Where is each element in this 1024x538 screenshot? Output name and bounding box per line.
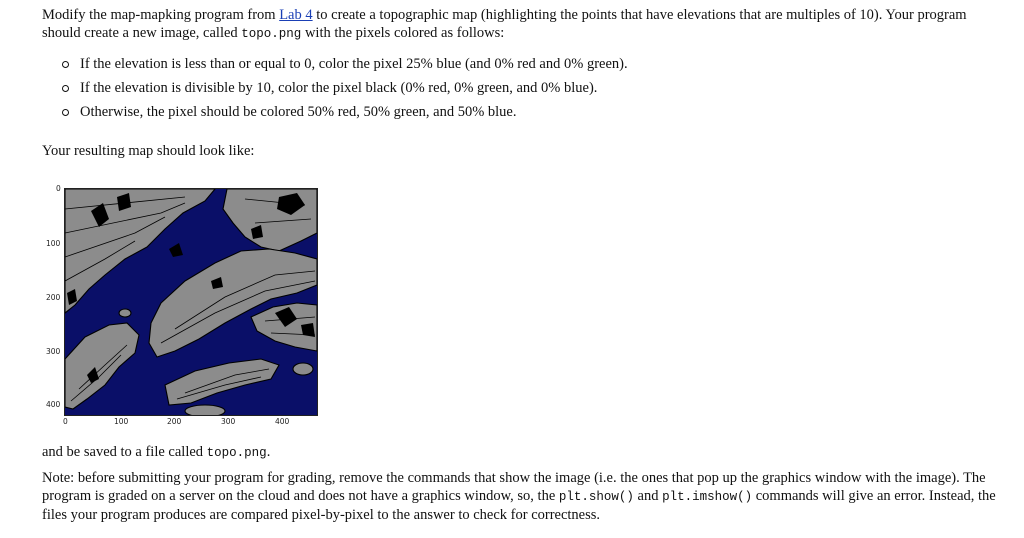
- rule-item: [62, 100, 628, 124]
- saved-filename: topo.png: [206, 446, 267, 460]
- rule-text: If the elevation is divisible by 10, color the pixel black (0% red, 0% green, and 0% blue).: [80, 80, 598, 96]
- note-text-3: commands will give an error. Instead, the files your program produces are compared pixel-by-pixel to the answer to check for correctness.: [42, 488, 996, 523]
- y-tick-label: 100: [46, 239, 61, 248]
- topo-map-graphic: [65, 189, 317, 415]
- intro-text-1: Modify the map-mapking program from: [42, 7, 280, 23]
- rule-item: [62, 76, 628, 100]
- note-code-show: plt.show(): [558, 490, 634, 504]
- note-text-1: Note: before submitting your program for grading, remove the commands that show the image (i.e. the ones that pop up the graphics window with the image). The program is graded on a server on the cloud and does not have a graphics window, so, the: [42, 470, 986, 504]
- saved-text-2: .: [266, 444, 271, 460]
- note-paragraph: [42, 469, 1017, 524]
- x-tick-label: 300: [221, 417, 236, 426]
- topo-map-image: [64, 188, 318, 416]
- rule-text: If the elevation is less than or equal to 0, color the pixel 25% blue (and 0% red and 0% green).: [80, 56, 628, 72]
- result-text: Your resulting map should look like:: [42, 143, 255, 159]
- rule-text: Otherwise, the pixel should be colored 50% red, 50% green, and 50% blue.: [80, 104, 517, 120]
- color-rules-list: [62, 52, 628, 124]
- x-tick-label: 0: [63, 417, 68, 426]
- saved-paragraph: [42, 443, 270, 462]
- x-tick-label: 400: [275, 417, 290, 426]
- rule-item: [62, 52, 628, 76]
- intro-filename: topo.png: [241, 27, 302, 41]
- y-tick-label: 400: [46, 400, 61, 409]
- x-tick-label: 100: [114, 417, 129, 426]
- x-tick-label: 200: [167, 417, 182, 426]
- bullet-icon: [62, 109, 69, 116]
- note-text-2: and: [633, 488, 663, 504]
- saved-text-1: and be saved to a file called: [42, 444, 207, 460]
- intro-text-2: to create a topographic map (highlighting the points that have elevations that are multiples of 10). Your program should create a new image, called: [42, 7, 967, 41]
- y-tick-label: 200: [46, 293, 61, 302]
- bullet-icon: [62, 85, 69, 92]
- note-code-imshow: plt.imshow(): [662, 490, 753, 504]
- topo-map-figure: [36, 182, 326, 432]
- intro-text-3: with the pixels colored as follows:: [301, 25, 505, 41]
- intro-paragraph: [42, 6, 1002, 43]
- y-tick-label: 300: [46, 347, 61, 356]
- bullet-icon: [62, 61, 69, 68]
- lab-4-link[interactable]: Lab 4: [279, 7, 313, 23]
- y-tick-label: 0: [56, 184, 61, 193]
